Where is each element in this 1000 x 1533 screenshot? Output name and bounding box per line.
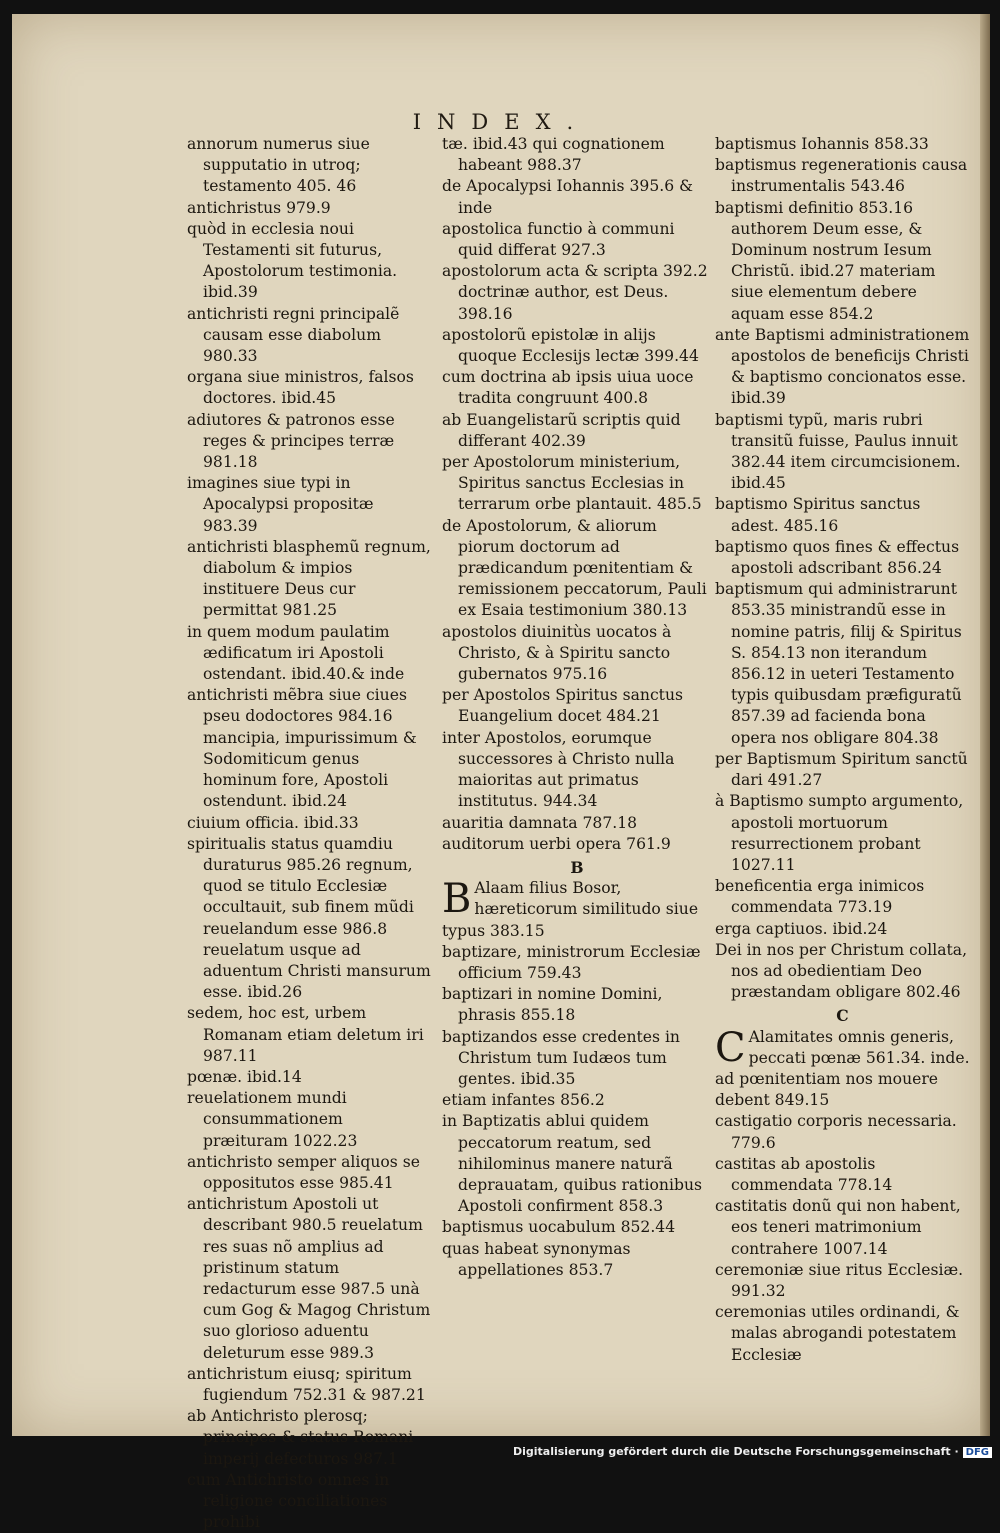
index-entry: ab Antichristo plerosq; principes & status Romani imperij defecturos 987.1 bbox=[187, 1407, 414, 1468]
index-entry: auditorum uerbi opera 761.9 bbox=[442, 834, 671, 853]
index-entry: apostolica functio à communi quid differat 927.3 bbox=[442, 219, 675, 260]
index-entry: auaritia damnata 787.18 bbox=[442, 813, 638, 832]
index-entry: Dei in nos per Christum collata, nos ad obedientiam Deo præstandam obligare 802.46 bbox=[715, 940, 968, 1002]
index-entry: ante Baptismi administrationem apostolos de beneficijs Christi & baptismo concionatos esse. ibid.39 bbox=[715, 325, 970, 408]
section-letter-b: B bbox=[570, 857, 584, 877]
index-entry: tæ. ibid.43 qui cognationem habeant 988.37 bbox=[442, 135, 665, 175]
dfg-logo: DFG bbox=[963, 1447, 992, 1458]
index-entry: quas habeat synonymas appellationes 853.7 bbox=[442, 1239, 631, 1279]
index-column-3 bbox=[715, 134, 970, 1366]
index-entry: à Baptismo sumpto argumento, apostoli mortuorum resurrectionem probant 1027.11 bbox=[715, 792, 964, 874]
index-entry: pœnæ. ibid.14 bbox=[187, 1067, 302, 1086]
index-entry: baptizari in nomine Domini, phrasis 855.18 bbox=[442, 985, 663, 1025]
index-entry: baptismi typũ, maris rubri transitũ fuisse, Paulus innuit 382.44 item circumcisionem. ibid.45 bbox=[715, 410, 961, 493]
index-entry: in Baptizatis ablui quidem peccatorum reatum, sed nihilominus manere naturã deprauatam, quibus rationibus Apostoli confirment 858.3 bbox=[442, 1112, 702, 1216]
index-column-1 bbox=[187, 134, 432, 1533]
index-entry: baptizare, ministrorum Ecclesiæ officium 759.43 bbox=[442, 942, 701, 982]
index-entry: annorum numerus siue supputatio in utroq; testamento 405. 46 bbox=[187, 135, 370, 196]
index-entry: adiutores & patronos esse reges & principes terræ 981.18 bbox=[187, 410, 395, 472]
index-entry: baptismus uocabulum 852.44 bbox=[442, 1218, 676, 1237]
index-entry: per Apostolos Spiritus sanctus Euangelium docet 484.21 bbox=[442, 686, 683, 726]
page-heading: INDEX. bbox=[412, 110, 590, 134]
index-entry: de Apocalypsi Iohannis 395.6 & inde bbox=[442, 177, 693, 217]
index-entry-text: Alamitates omnis generis, peccati pœnæ 561.34. inde. ad pœnitentiam nos mouere debent 849.15 bbox=[715, 1027, 970, 1110]
index-entry: antichristum Apostoli ut describant 980.5 reuelatum res suas nõ amplius ad pristinum statum redacturum esse 987.5 unà cum Gog & Magog Christum suo glorioso aduentu deleturum esse 989.3 bbox=[187, 1195, 431, 1362]
index-entry: baptismum qui administrarunt 853.35 ministrandũ esse in nomine patris, filij & Spiritus S. 854.13 non iterandum 856.12 in ueteri Testamento typis quibusdam præfiguratũ 857.39 ad facienda bona opera nos obligare 804.38 bbox=[715, 580, 962, 747]
index-entry: baptismo quos fines & effectus apostoli adscribant 856.24 bbox=[715, 537, 960, 578]
index-entry: etiam infantes 856.2 bbox=[442, 1091, 605, 1110]
index-entry: spiritualis status quamdiu duraturus 985.26 regnum, quod se titulo Ecclesiæ occultauit, sub finem mũdi reuelandum esse 986.8 reuelatum usque ad aduentum Christi mansurum esse. ibid.26 bbox=[187, 834, 431, 1002]
index-entry: reuelationem mundi consummationem præituram 1022.23 bbox=[187, 1089, 358, 1150]
index-entry: imagines siue typi in Apocalypsi propositæ 983.39 bbox=[187, 474, 374, 535]
index-entry-dropcap bbox=[442, 878, 712, 942]
index-entry: organa siue ministros, falsos doctores. ibid.45 bbox=[187, 368, 414, 408]
index-entry: baptismi definitio 853.16 authorem Deum esse, & Dominum nostrum Iesum Christũ. ibid.27 materiam siue elementum debere aquam esse 854.2 bbox=[715, 198, 936, 323]
index-entry: per Baptismum Spiritum sanctũ dari 491.27 bbox=[715, 749, 968, 790]
footer-text: Digitalisierung gefördert durch die Deutsche Forschungsgemeinschaft · bbox=[512, 1445, 959, 1458]
index-entry: baptismus Iohannis 858.33 bbox=[715, 135, 929, 153]
index-entry: cum Antichristo omnes in religione conciliationes prohibi bbox=[187, 1470, 390, 1532]
index-entry: antichristo semper aliquos se oppositutos esse 985.41 bbox=[187, 1152, 420, 1192]
drop-capital: C bbox=[715, 1024, 746, 1071]
index-entry: sedem, hoc est, urbem Romanam etiam deletum iri 987.11 bbox=[187, 1004, 424, 1065]
index-entry: erga captiuos. ibid.24 bbox=[715, 919, 888, 938]
index-entry: in quem modum paulatim ædificatum iri Apostoli ostendant. ibid.40.& inde bbox=[187, 622, 405, 684]
index-entry: apostolorũ epistolæ in alijs quoque Ecclesijs lectæ 399.44 bbox=[442, 325, 699, 366]
index-column-2 bbox=[442, 134, 712, 1281]
index-entry: ceremonias utiles ordinandi, & malas abrogandi potestatem Ecclesiæ bbox=[715, 1303, 960, 1364]
index-entry: castitatis donũ qui non habent, eos teneri matrimonium contrahere 1007.14 bbox=[715, 1197, 961, 1258]
index-entry: per Apostolorum ministerium, Spiritus sanctus Ecclesias in terrarum orbe plantauit. 485.5 bbox=[442, 453, 702, 514]
index-entry: beneficentia erga inimicos commendata 773.19 bbox=[715, 877, 925, 917]
drop-capital: B bbox=[442, 876, 472, 923]
index-entry: apostolorum acta & scripta 392.2 doctrinæ author, est Deus. 398.16 bbox=[442, 262, 708, 323]
index-entry: de Apostolorum, & aliorum piorum doctorum ad prædicandum pœnitentiam & remissionem peccatorum, Pauli ex Esaia testimonium 380.13 bbox=[442, 516, 707, 620]
section-letter-c: C bbox=[836, 1006, 849, 1026]
index-entry: apostolos diuinitùs uocatos à Christo, & à Spiritu sancto gubernatos 975.16 bbox=[442, 622, 672, 684]
index-entry: antichristum eiusq; spiritum fugiendum 752.31 & 987.21 bbox=[187, 1364, 426, 1404]
index-entry: antichristus 979.9 bbox=[187, 198, 331, 217]
index-entry: inter Apostolos, eorumque successores à Christo nulla maioritas aut primatus institutus. 944.34 bbox=[442, 728, 675, 811]
index-entry: antichristi regni principalẽ causam esse diabolum 980.33 bbox=[187, 304, 400, 366]
index-entry: ab Euangelistarũ scriptis quid differant 402.39 bbox=[442, 410, 681, 450]
index-entry: quòd in ecclesia noui Testamenti sit futurus, Apostolorum testimonia. ibid.39 bbox=[187, 219, 398, 302]
index-entry: ceremoniæ siue ritus Ecclesiæ. 991.32 bbox=[715, 1260, 964, 1300]
index-entry-text: Alaam filius Bosor, hæreticorum similitudo siue typus 383.15 bbox=[442, 879, 699, 940]
index-entry: baptismo Spiritus sanctus adest. 485.16 bbox=[715, 495, 921, 535]
index-entry: cum doctrina ab ipsis uiua uoce tradita congruunt 400.8 bbox=[442, 368, 694, 408]
index-entry: antichristi mẽbra siue ciues pseu dodoctores 984.16 mancipia, impurissimum & Sodomiticum genus hominum fore, Apostoli ostendunt. ibid.24 bbox=[187, 686, 417, 811]
index-entry: baptismus regenerationis causa instrumentalis 543.46 bbox=[715, 156, 968, 196]
index-entry: ciuium officia. ibid.33 bbox=[187, 813, 359, 832]
index-entry: antichristi blasphemũ regnum, diabolum & impios instituere Deus cur permittat 981.25 bbox=[187, 537, 431, 620]
index-entry: baptizandos esse credentes in Christum tum Iudæos tum gentes. ibid.35 bbox=[442, 1027, 680, 1088]
index-entry: castigatio corporis necessaria. 779.6 bbox=[715, 1112, 957, 1152]
index-entry-dropcap bbox=[715, 1024, 970, 1112]
index-entry: castitas ab apostolis commendata 778.14 bbox=[715, 1154, 893, 1194]
digitization-footer bbox=[513, 1445, 992, 1458]
